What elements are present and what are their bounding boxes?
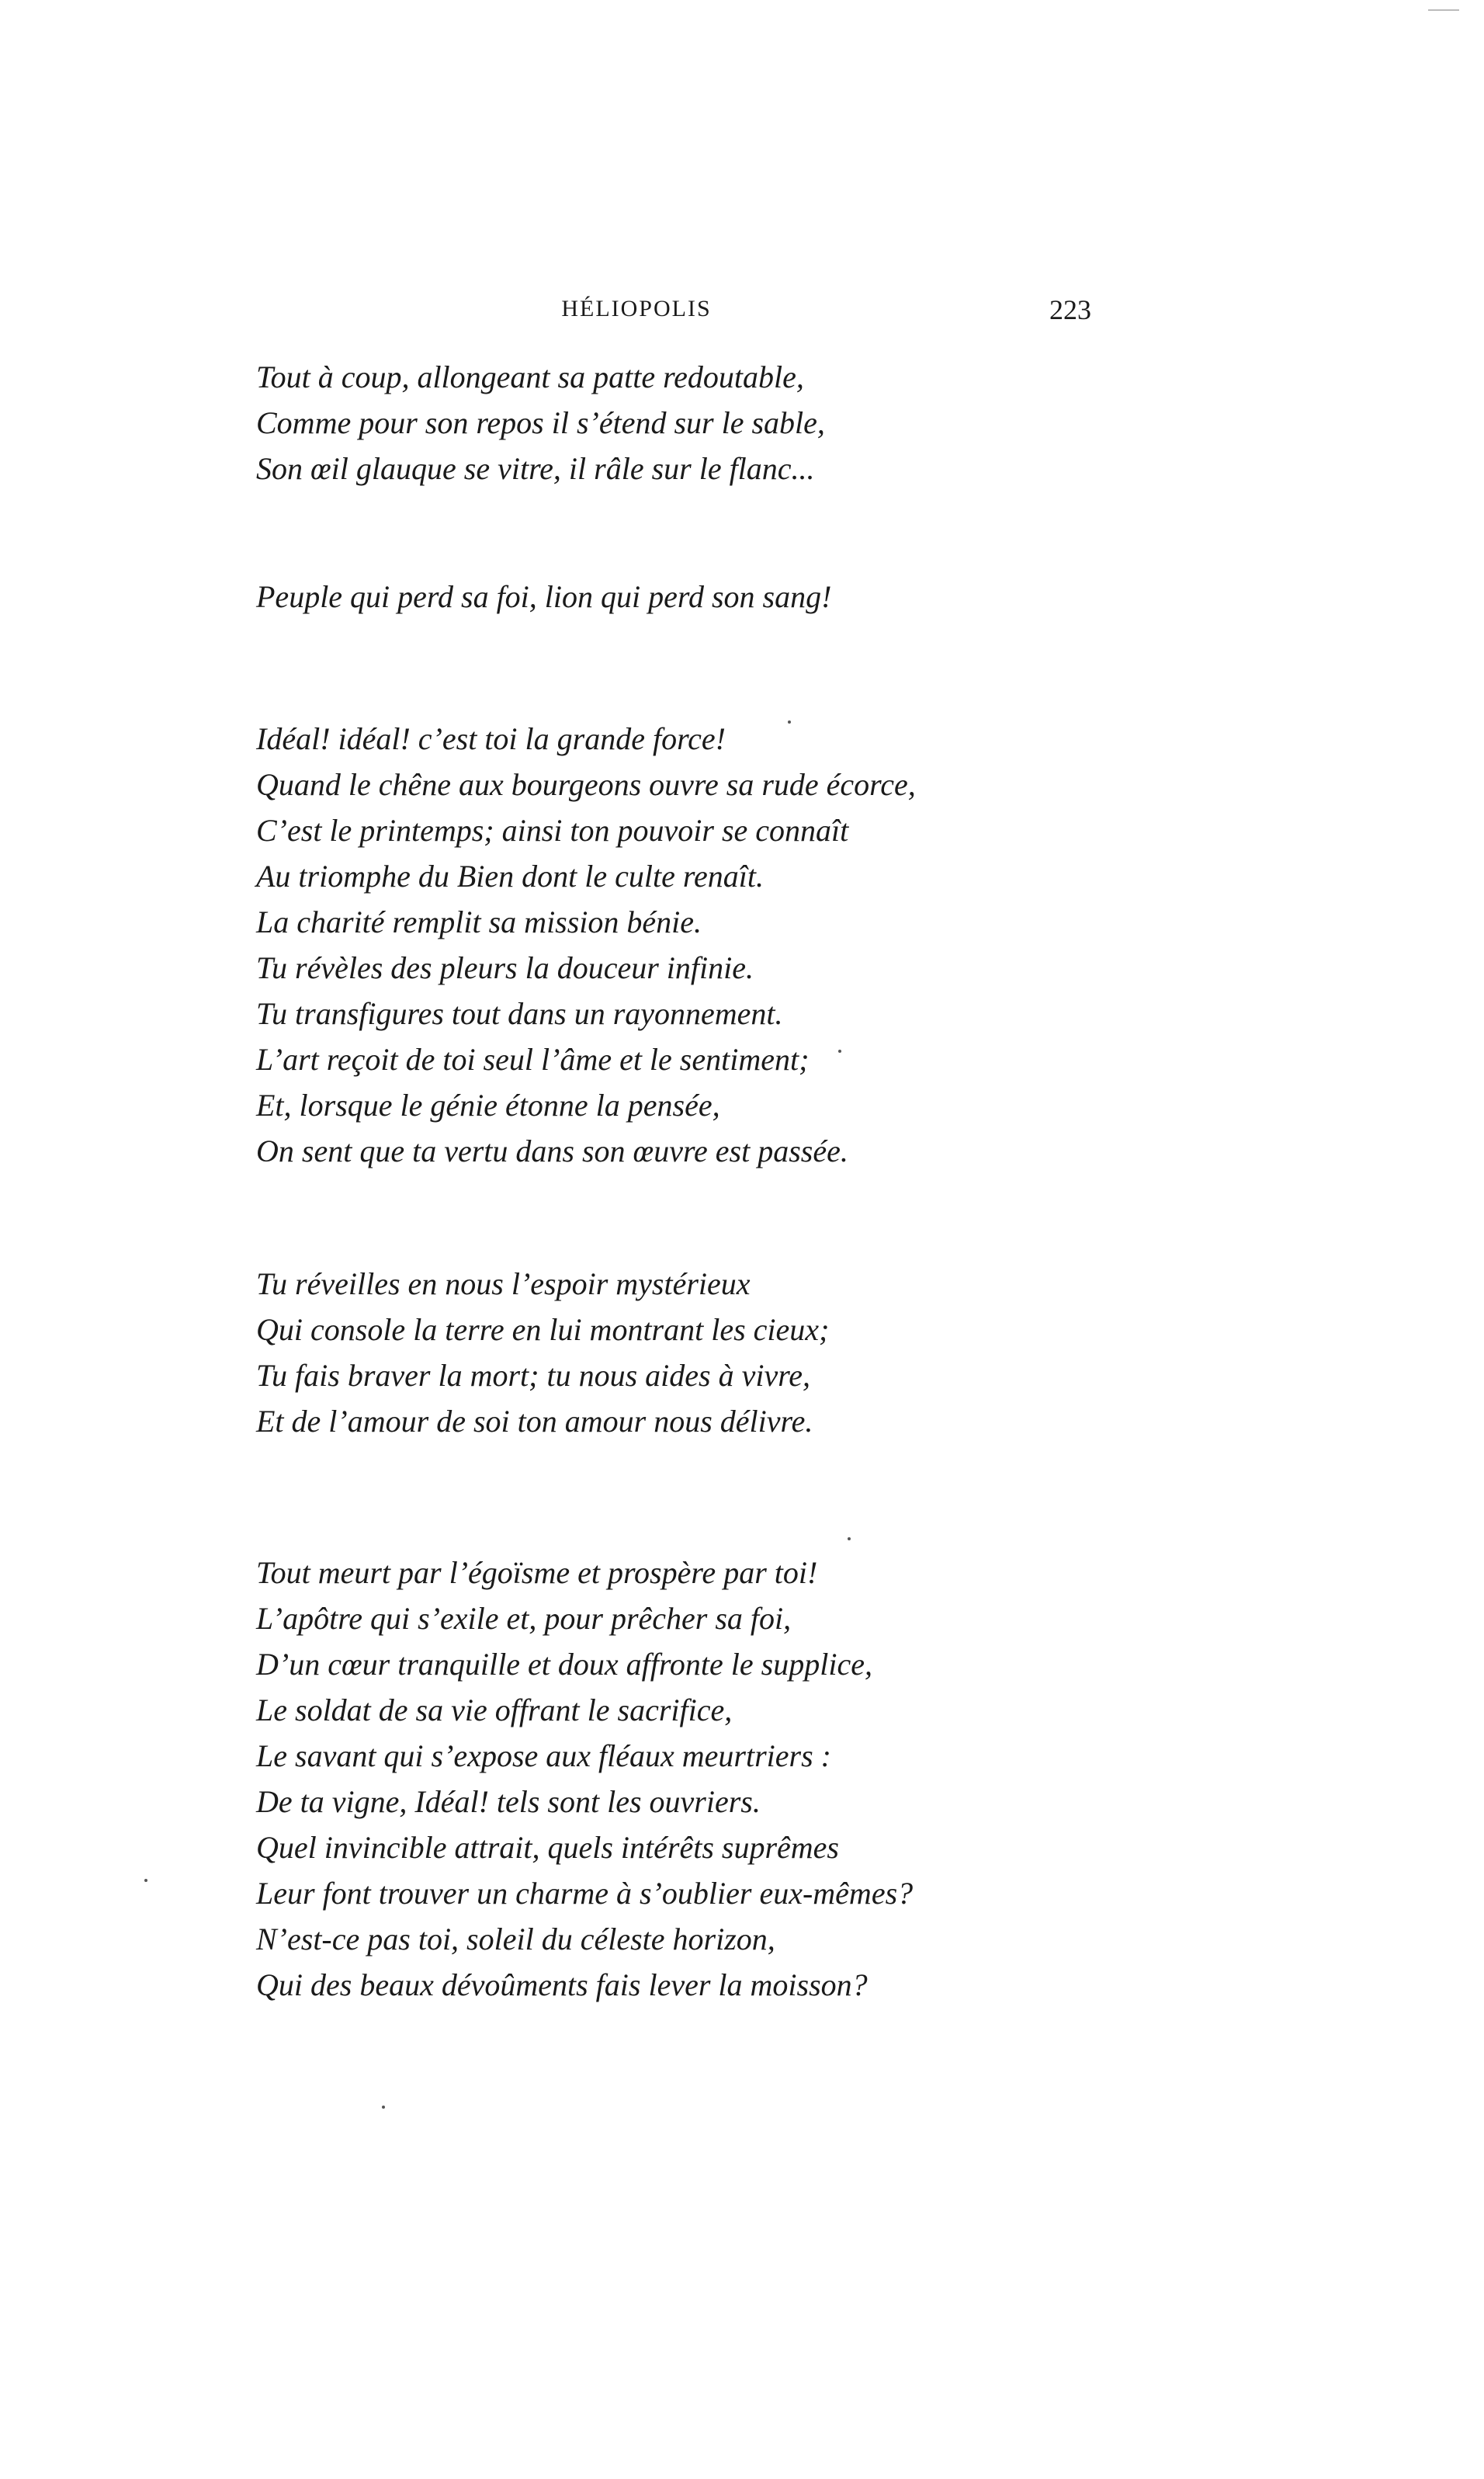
poem-line: Idéal! idéal! c’est toi la grande force! [256, 721, 726, 756]
scan-speck [848, 1537, 851, 1540]
poem-line: On sent que ta vertu dans son œuvre est passée. [256, 1134, 848, 1168]
poem-line: Peuple qui perd sa foi, lion qui perd son sang! [256, 579, 832, 614]
stanza-gap [256, 1444, 1265, 1550]
poem-line: Comme pour son repos il s’étend sur le sable, [256, 405, 825, 440]
poem-line: D’un cœur tranquille et doux affronte le supplice, [256, 1647, 872, 1682]
poem-line: Le savant qui s’expose aux fléaux meurtriers : [256, 1738, 831, 1773]
poem-line: Tu fais braver la mort; tu nous aides à vivre, [256, 1358, 811, 1393]
scan-edge-mark [1428, 9, 1459, 11]
scan-speck [382, 2106, 385, 2109]
poem-line: Qui console la terre en lui montrant les cieux; [256, 1312, 830, 1347]
poem-line: Son œil glauque se vitre, il râle sur le flanc... [256, 451, 815, 486]
poem-line: De ta vigne, Idéal! tels sont les ouvriers. [256, 1784, 761, 1819]
poem-line: Qui des beaux dévoûments fais lever la moisson? [256, 1967, 868, 2002]
poem-line: Tu réveilles en nous l’espoir mystérieux [256, 1266, 751, 1301]
poem-line: Tout à coup, allongeant sa patte redoutable, [256, 359, 804, 394]
poem-line: Tu transfigures tout dans un rayonnement. [256, 996, 783, 1031]
poem-line: L’art reçoit de toi seul l’âme et le sentiment; [256, 1042, 810, 1077]
poem-line: Tu révèles des pleurs la douceur infinie. [256, 950, 754, 985]
stanza-5 [256, 1550, 1265, 2008]
stanza-4 [256, 1261, 1265, 1444]
poem-line: Leur font trouver un charme à s’oublier eux-mêmes? [256, 1876, 914, 1911]
scan-speck [788, 720, 791, 724]
poem-line: Et, lorsque le génie étonne la pensée, [256, 1088, 720, 1123]
stanza-3 [256, 716, 1265, 1174]
poem-line: L’apôtre qui s’exile et, pour prêcher sa foi, [256, 1601, 792, 1636]
poem-line: C’est le printemps; ainsi ton pouvoir se connaît [256, 813, 849, 848]
poem-line: Tout meurt par l’égoïsme et prospère par toi! [256, 1555, 818, 1590]
stanza-1 [256, 354, 1265, 491]
poem-line: Et de l’amour de soi ton amour nous délivre. [256, 1404, 813, 1439]
poem-line: Quand le chêne aux bourgeons ouvre sa rude écorce, [256, 767, 916, 802]
stanza-2 [256, 574, 1265, 620]
poem-line: N’est-ce pas toi, soleil du céleste horizon, [256, 1922, 775, 1956]
page-number: 223 [1049, 294, 1091, 325]
poem-line: Quel invincible attrait, quels intérêts suprêmes [256, 1830, 839, 1865]
scan-speck [144, 1879, 147, 1882]
poem-body [256, 354, 1265, 2008]
stanza-gap [256, 620, 1265, 716]
stanza-gap [256, 1174, 1265, 1261]
scan-speck [838, 1050, 841, 1053]
running-title: HÉLIOPOLIS [561, 296, 712, 321]
poem-line: Au triomphe du Bien dont le culte renaît. [256, 859, 764, 894]
stanza-gap [256, 491, 1265, 574]
poem-line: La charité remplit sa mission bénie. [256, 904, 702, 939]
poem-line: Le soldat de sa vie offrant le sacrifice, [256, 1693, 733, 1727]
